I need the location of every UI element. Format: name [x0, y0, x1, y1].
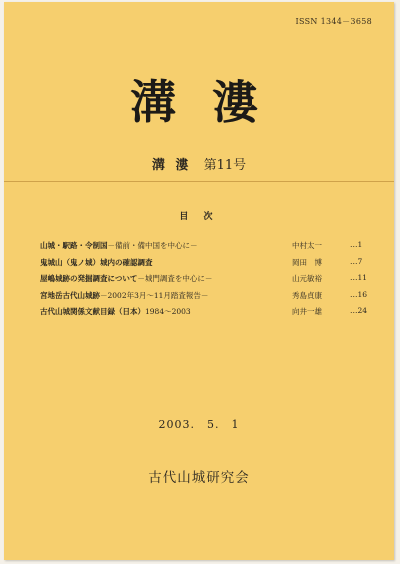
publisher-name: 古代山城研究会	[148, 470, 250, 486]
toc-entry-author: 山元敏裕	[292, 274, 322, 283]
divider-rule	[4, 181, 394, 182]
toc-entry-author: 中村太一	[292, 241, 322, 250]
toc-entry-title: 古代山城関係文献目録（日本）1984～2003	[40, 307, 191, 316]
toc-entry-page: …11	[350, 273, 368, 282]
toc-entry	[40, 240, 380, 257]
toc-entry	[40, 273, 380, 290]
toc-entry-author: 岡田 博	[292, 257, 322, 267]
toc-entry-author: 向井一雄	[292, 307, 322, 316]
toc-entry	[40, 306, 380, 323]
toc-entry	[40, 290, 380, 307]
toc-entry-title: 宮地岳古代山城跡－2002年3月～11月踏査報告－	[40, 290, 209, 300]
toc-entry-page: …16	[350, 289, 368, 299]
toc-entry-page: …1	[350, 240, 363, 249]
table-of-contents	[40, 240, 380, 323]
toc-entry-page: …7	[350, 256, 363, 266]
toc-entry-page: …24	[350, 306, 368, 315]
toc-entry	[40, 257, 380, 274]
toc-entry-title: 山城・駅路・令制国－備前・備中国を中心に－	[40, 241, 198, 250]
issn-number: ISSN 1344－3658	[295, 17, 372, 26]
journal-title: 溝 漊	[129, 75, 268, 129]
issue-line	[4, 154, 394, 173]
toc-entry-title: 鬼城山（鬼ノ城）城内の確認調査	[40, 257, 153, 267]
journal-cover	[4, 2, 394, 560]
toc-heading: 目 次	[179, 212, 219, 222]
toc-entry-title: 屋嶋城跡の発掘調査について－城門調査を中心に－	[40, 274, 213, 283]
journal-name-small: 溝 漊	[151, 158, 192, 173]
toc-entry-author: 秀島貞康	[292, 290, 322, 300]
issue-number: 第11号	[203, 158, 247, 173]
publication-date: 2003. 5. 1	[158, 418, 240, 431]
